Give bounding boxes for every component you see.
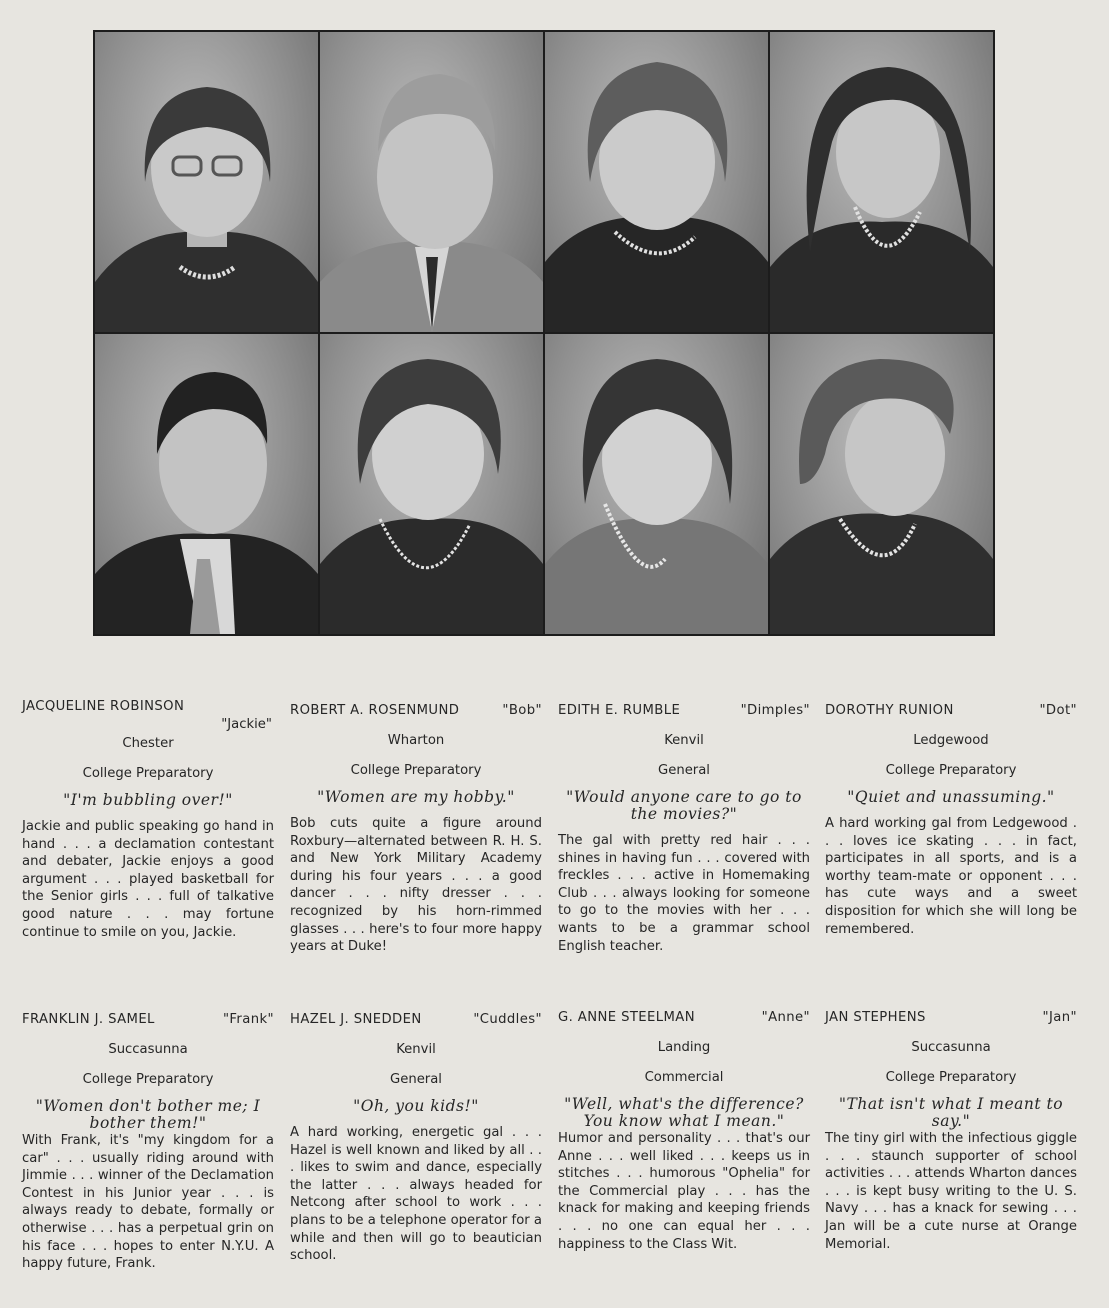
portrait-image: [95, 32, 318, 332]
name-row: [22, 1011, 274, 1029]
student-quote: "Would anyone care to go to the movies?": [566, 788, 802, 823]
portrait-image: [95, 334, 318, 634]
portrait-photo: [545, 32, 768, 332]
student-course: General: [658, 763, 710, 778]
student-bio: Jackie and public speaking go hand in hand . . . a declamation contestant and debater, Jackie enjoys a good argument . . . played basketball for the Senior girls . . . full of talkative good nature . . . may fortune continue to smile on you, Jackie.: [22, 819, 274, 940]
student-course: College Preparatory: [885, 1070, 1017, 1085]
name-row: [290, 702, 542, 720]
portrait-image: [320, 334, 543, 634]
student-course: General: [390, 1072, 442, 1087]
student-quote: "Quiet and unassuming.": [847, 788, 1055, 806]
student-course: Commercial: [644, 1070, 724, 1085]
student-quote: "Women don't bother me; I bother them!": [35, 1097, 261, 1132]
student-name: JAN STEPHENS: [825, 1010, 926, 1025]
student-bio: The gal with pretty red hair . . . shines in having fun . . . covered with freckles . . . active in Homemaking Club . . . always looking for someone to go to the movies with her . . . wants to be a grammar school English teacher.: [558, 833, 810, 954]
student-name: JACQUELINE ROBINSON: [22, 699, 185, 714]
student-course: College Preparatory: [82, 1072, 214, 1087]
student-town: Wharton: [387, 733, 445, 748]
portrait-grid: [93, 30, 995, 636]
portrait-photo: [320, 32, 543, 332]
senior-entry: [290, 702, 542, 956]
name-row: [558, 1009, 810, 1027]
portrait-photo: [95, 334, 318, 634]
student-bio: A hard working gal from Ledgewood . . . loves ice skating . . . in fact, participates in all sports, and is a worthy team-mate or opponent . . . has cute ways and a sweet disposition for which she will long be remembered.: [825, 816, 1077, 937]
student-course: College Preparatory: [82, 766, 214, 781]
student-nickname: "Jackie": [221, 717, 272, 732]
student-name: EDITH E. RUMBLE: [558, 703, 681, 718]
senior-entry: [22, 1011, 274, 1273]
student-bio: Humor and personality . . . that's our Anne . . . well liked . . . keeps us in stitches . . . humorous "Ophelia" for the Commercial play . . . has the knack for making and keeping friends . . . no one can equal her . . . happiness to the Class Wit.: [558, 1131, 810, 1252]
portrait-photo: [545, 334, 768, 634]
senior-entry: [825, 702, 1077, 938]
student-bio: Bob cuts quite a figure around Roxbury—alternated between R. H. S. and New York Military Academy during his four years . . . a good dancer . . . nifty dresser . . . recognized by his horn-rimmed glasses . . . here's to four more happy years at Duke!: [290, 816, 542, 955]
student-name: ROBERT A. ROSENMUND: [290, 703, 460, 718]
portrait-image: [770, 334, 993, 634]
name-row: [290, 1011, 542, 1029]
senior-entry: [290, 1011, 542, 1265]
name-row: [825, 702, 1077, 720]
student-nickname: "Bob": [502, 703, 542, 718]
senior-entry: [22, 698, 274, 941]
portrait-image: [320, 32, 543, 332]
portrait-photo: [770, 32, 993, 332]
portrait-photo: [320, 334, 543, 634]
senior-entry: [558, 1009, 810, 1253]
name-row: [825, 1009, 1077, 1027]
student-name: FRANKLIN J. SAMEL: [22, 1012, 155, 1027]
student-nickname: "Frank": [222, 1012, 274, 1027]
student-quote: "Oh, you kids!": [353, 1097, 479, 1115]
portrait-image: [545, 32, 768, 332]
student-town: Ledgewood: [913, 733, 989, 748]
student-bio: A hard working, energetic gal . . . Hazel is well known and liked by all . . . likes to swim and dance, especially the latter . . . always headed for Netcong after school to work . . . plans to be a telephone operator for a while and then will go to beautician school.: [290, 1125, 542, 1264]
student-name: HAZEL J. SNEDDEN: [290, 1012, 422, 1027]
student-bio: With Frank, it's "my kingdom for a car" . . . usually riding around with Jimmie . . . winner of the Declamation Contest in his Junior year . . . is always ready to debate, formally or otherwise . . . has a perpetual grin on his face . . . hopes to enter N.Y.U. A happy future, Frank.: [22, 1133, 274, 1272]
student-nickname: "Anne": [761, 1010, 810, 1025]
student-name: DOROTHY RUNION: [825, 703, 954, 718]
student-town: Succasunna: [911, 1040, 991, 1055]
student-nickname: "Cuddles": [473, 1012, 542, 1027]
student-quote: "Women are my hobby.": [317, 788, 515, 806]
student-quote: "Well, what's the difference? You know what I mean.": [564, 1095, 804, 1130]
student-town: Succasunna: [108, 1042, 188, 1057]
student-course: College Preparatory: [350, 763, 482, 778]
student-nickname: "Dimples": [740, 703, 810, 718]
senior-entry: [558, 702, 810, 955]
portrait-photo: [770, 334, 993, 634]
student-bio: The tiny girl with the infectious giggle . . . staunch supporter of school activities . . . attends Wharton dances . . . is kept busy writing to the U. S. Navy . . . has a knack for sewing . . . Jan will be a cute nurse at Orange Memorial.: [825, 1131, 1077, 1252]
portrait-photo: [95, 32, 318, 332]
student-town: Kenvil: [664, 733, 704, 748]
name-row: [558, 702, 810, 720]
student-quote: "I'm bubbling over!": [63, 791, 233, 809]
student-nickname: "Dot": [1039, 703, 1077, 718]
student-course: College Preparatory: [885, 763, 1017, 778]
name-row: [22, 698, 274, 716]
student-name: G. ANNE STEELMAN: [558, 1010, 695, 1025]
student-town: Kenvil: [396, 1042, 436, 1057]
student-town: Landing: [657, 1040, 711, 1055]
senior-entry: [825, 1009, 1077, 1253]
portrait-image: [770, 32, 993, 332]
student-town: Chester: [122, 736, 174, 751]
student-nickname: "Jan": [1042, 1010, 1077, 1025]
student-quote: "That isn't what I meant to say.": [838, 1095, 1064, 1130]
portrait-image: [545, 334, 768, 634]
